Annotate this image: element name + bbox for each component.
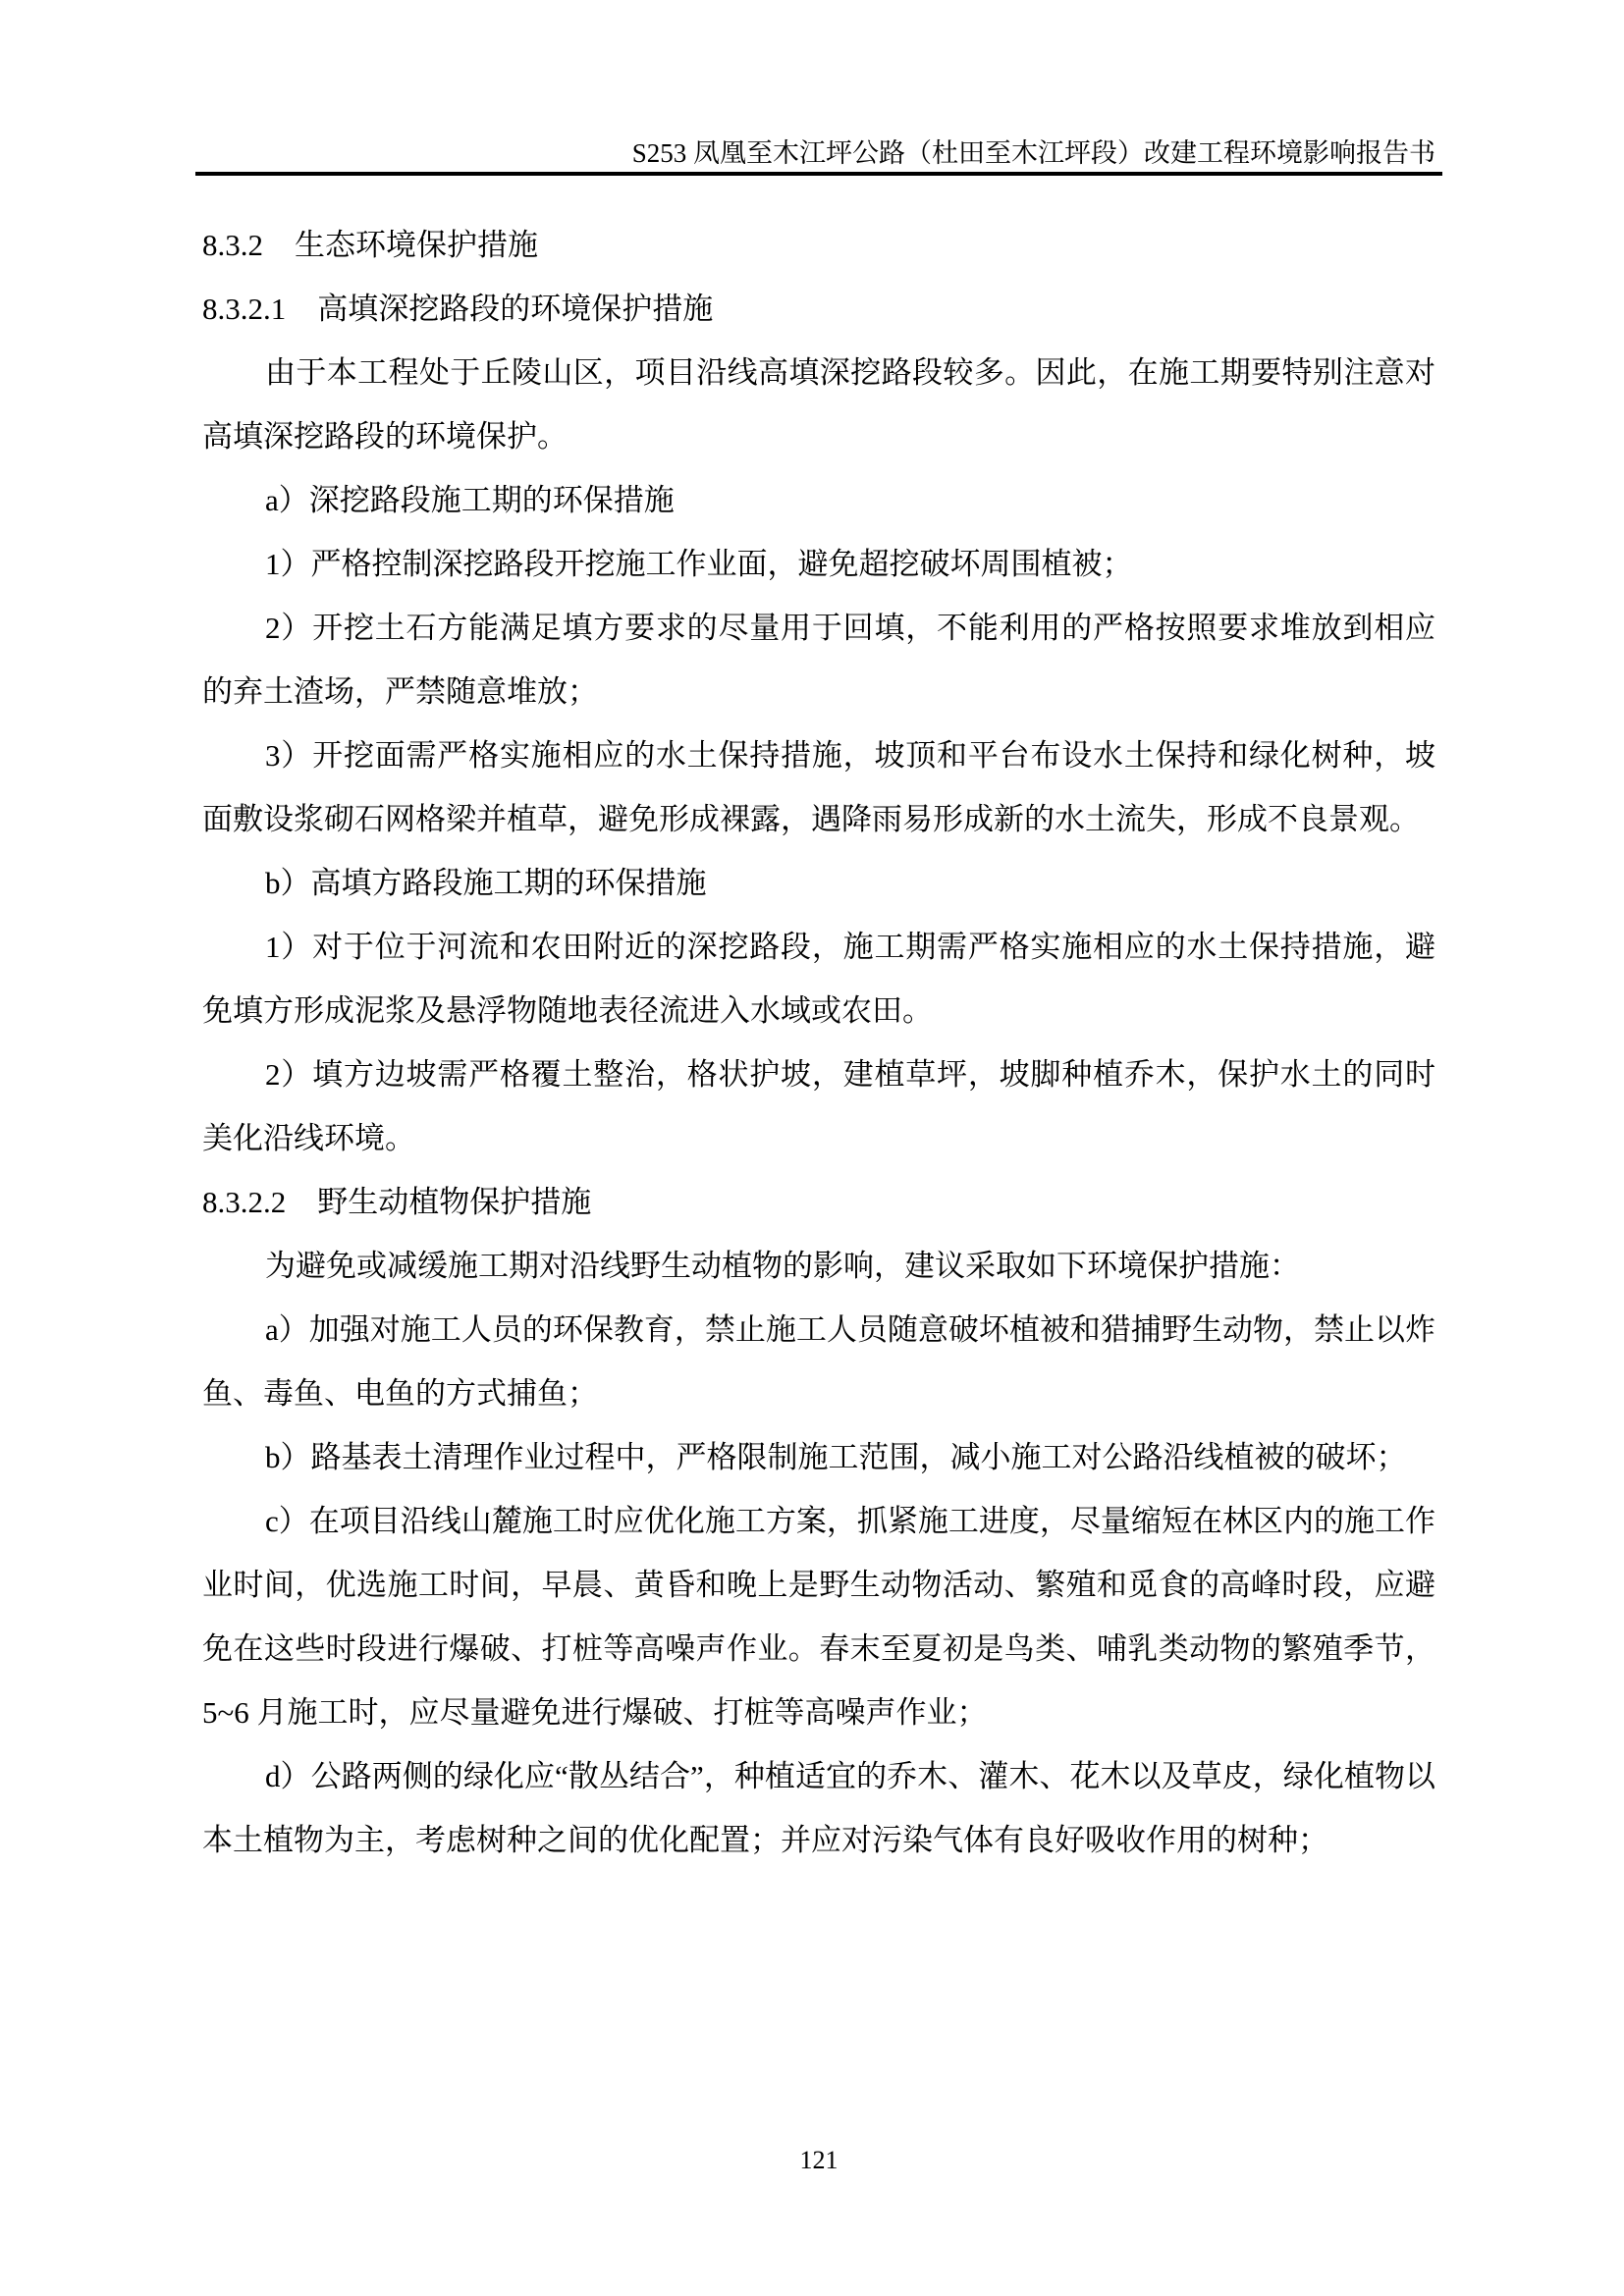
heading-number: 8.3.2: [202, 228, 263, 262]
list-item-a: a）加强对施工人员的环保教育，禁止施工人员随意破坏植被和猎捕野生动物，禁止以炸鱼、毒鱼、电鱼的方式捕鱼；: [202, 1312, 1435, 1411]
list-item-c: c）在项目沿线山麓施工时应优化施工方案，抓紧施工进度，尽量缩短在林区内的施工作业时间，优选施工时间，早晨、黄昏和晚上是野生动物活动、繁殖和觅食的高峰时段，应避免在这些时段进行爆破、打桩等高噪声作业。春末至夏初是鸟类、哺乳类动物的繁殖季节，5~6 月施工时，应尽量避免进行爆破、打桩等高噪声作业；: [202, 1504, 1435, 1730]
section-heading-8321: [202, 277, 1435, 341]
list-item-2: 2）开挖土石方能满足填方要求的尽量用于回填，不能利用的严格按照要求堆放到相应的弃土渣场，严禁随意堆放；: [202, 611, 1435, 709]
section-heading-832: [202, 213, 1435, 277]
list-item-b: b）高填方路段施工期的环保措施: [265, 866, 707, 900]
list-item-3: 3）开挖面需严格实施相应的水土保持措施，坡顶和平台布设水土保持和绿化树种，坡面敷设浆砌石网格梁并植草，避免形成裸露，遇降雨易形成新的水土流失，形成不良景观。: [202, 738, 1435, 836]
heading-number: 8.3.2.1: [202, 292, 287, 326]
header-divider: [195, 172, 1442, 176]
list-item-1: 1）严格控制深挖路段开挖施工作业面，避免超挖破坏周围植被；: [265, 547, 1133, 581]
page-number: 121: [799, 2146, 839, 2174]
section-heading-8322: [202, 1170, 1435, 1234]
page-header-title: S253 凤凰至木江坪公路（杜田至木江坪段）改建工程环境影响报告书: [631, 138, 1435, 168]
list-item-2: 2）填方边坡需严格覆土整治，格状护坡，建植草坪，坡脚种植乔木，保护水土的同时美化沿线环境。: [202, 1057, 1435, 1155]
list-item-a: a）深挖路段施工期的环保措施: [265, 483, 675, 517]
heading-title: 生态环境保护措施: [295, 228, 538, 262]
paragraph: 由于本工程处于丘陵山区，项目沿线高填深挖路段较多。因此，在施工期要特别注意对高填深挖路段的环境保护。: [202, 355, 1435, 454]
heading-title: 野生动植物保护措施: [317, 1185, 592, 1219]
heading-number: 8.3.2.2: [202, 1185, 287, 1219]
paragraph: 为避免或减缓施工期对沿线野生动植物的影响，建议采取如下环境保护措施：: [265, 1249, 1300, 1283]
list-item-b: b）路基表土清理作业过程中，严格限制施工范围，减小施工对公路沿线植被的破坏；: [265, 1440, 1407, 1474]
document-body: [202, 213, 1435, 1872]
list-item-1: 1）对于位于河流和农田附近的深挖路段，施工期需严格实施相应的水土保持措施，避免填方形成泥浆及悬浮物随地表径流进入水域或农田。: [202, 930, 1435, 1028]
heading-title: 高填深挖路段的环境保护措施: [317, 292, 714, 326]
list-item-d: d）公路两侧的绿化应“散丛结合”，种植适宜的乔木、灌木、花木以及草皮，绿化植物以本土植物为主，考虑树种之间的优化配置；并应对污染气体有良好吸收作用的树种；: [202, 1759, 1435, 1857]
